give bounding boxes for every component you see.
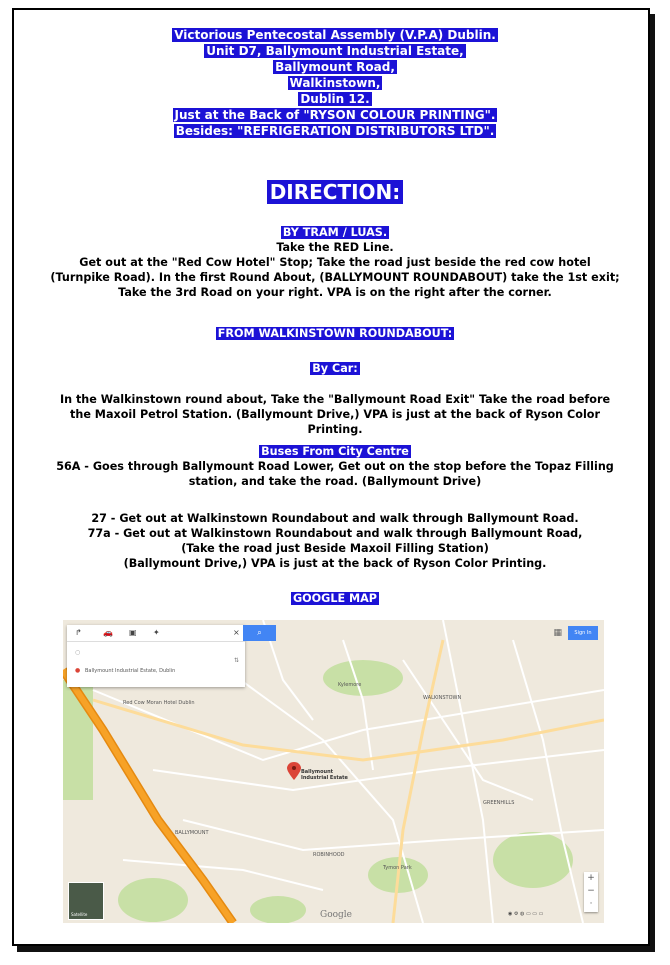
tram-heading: BY TRAM / LUAS. — [282, 226, 388, 239]
map-label: BALLYMOUNT — [175, 830, 209, 836]
bus-27-77a-directions — [40, 511, 630, 571]
map-label: Tymon Park — [383, 865, 412, 871]
destination-field[interactable]: Ballymount Industrial Estate, Dublin — [85, 668, 176, 674]
map-label: Red Cow Moran Hotel Dublin — [123, 700, 195, 706]
zoom-out-icon[interactable]: − — [587, 886, 595, 896]
walkinstown-heading: FROM WALKINSTOWN ROUNDABOUT: — [217, 327, 453, 340]
address-line: Walkinstown, — [289, 76, 381, 90]
direction-title-row — [0, 180, 670, 204]
zoom-in-icon[interactable]: + — [587, 873, 595, 883]
address-line: Dublin 12. — [300, 92, 370, 106]
car-directions: In the Walkinstown round about, Take the "Ballymount Road Exit" Take the road before the Maxoil Petrol Station. (Ballymount Drive,) VPA is just at the back of Ryson Color Printing. — [59, 393, 611, 436]
directions-panel — [67, 625, 245, 687]
tram-heading-row — [0, 225, 670, 240]
map-footer-icons: ◉ ⚙ ◍ ▭ ▭ ▭ — [508, 911, 544, 917]
origin-marker-icon: ○ — [75, 649, 81, 656]
bus-77a-line-1: 77a - Get out at Walkinstown Roundabout and walk through Ballymount Road, — [87, 527, 583, 540]
walk-mode-icon[interactable]: ✦ — [153, 628, 160, 637]
transit-mode-icon[interactable]: ▣ — [129, 628, 137, 637]
swap-icon[interactable]: ⇅ — [234, 657, 240, 664]
google-map-heading: GOOGLE MAP — [292, 592, 378, 605]
address-line: Besides: "REFRIGERATION DISTRIBUTORS LTD". — [175, 124, 495, 138]
satellite-toggle[interactable] — [68, 882, 104, 920]
walkinstown-heading-row — [0, 326, 670, 341]
search-icon: ⌕ — [257, 628, 262, 637]
buses-heading-row — [0, 444, 670, 459]
pin-label-line: Industrial Estate — [301, 775, 348, 781]
park-area — [323, 660, 403, 696]
map-label: Kylemore — [338, 682, 362, 688]
park-area — [493, 832, 573, 888]
pin-label — [301, 769, 348, 781]
map-label: ROBINHOOD — [313, 852, 345, 858]
zoom-control[interactable] — [584, 872, 598, 912]
buses-heading: Buses From City Centre — [261, 445, 409, 458]
tram-directions — [50, 240, 620, 300]
tram-line-1: Take the RED Line. — [276, 241, 394, 254]
destination-marker-icon: ● — [75, 667, 81, 674]
close-icon[interactable]: × — [233, 628, 240, 637]
pin-label-line: Ballymount — [301, 769, 334, 775]
address-block — [0, 27, 670, 139]
map-label: GREENHILLS — [483, 800, 515, 806]
google-map-heading-row — [0, 591, 670, 606]
address-line: Unit D7, Ballymount Industrial Estate, — [206, 44, 464, 58]
bus-27-line: 27 - Get out at Walkinstown Roundabout and walk through Ballymount Road. — [91, 512, 579, 525]
sign-in-button[interactable]: Sign In — [568, 626, 598, 640]
address-line: Just at the Back of "RYSON COLOUR PRINTING". — [174, 108, 496, 122]
car-heading-row — [0, 361, 670, 376]
car-heading: By Car: — [312, 362, 358, 375]
apps-grid-icon[interactable]: ▦ — [553, 628, 562, 638]
car-mode-icon[interactable]: 🚗 — [103, 628, 113, 637]
compass-icon[interactable]: · — [589, 899, 593, 909]
bus-77a-line-2: (Take the road just Beside Maxoil Filling Station) — [181, 542, 489, 555]
search-button[interactable] — [243, 625, 276, 641]
map-pin-icon — [287, 762, 301, 780]
bus-56a-directions: 56A - Goes through Ballymount Road Lower, Get out on the stop before the Topaz Filling station, and take the road. (Ballymount Drive) — [56, 460, 614, 488]
address-line: Victorious Pentecostal Assembly (V.P.A) Dublin. — [174, 28, 496, 42]
google-map[interactable] — [63, 620, 604, 923]
tram-line-2: Get out at the "Red Cow Hotel" Stop; Take the road just beside the red cow hotel (Turnpike Road). In the first Round About, (BALLYMOUNT ROUNDABOUT) take the 1st exit; Take the 3rd Road on your right. VPA is on the right after the corner. — [50, 256, 620, 299]
direction-title: DIRECTION: — [267, 180, 404, 204]
google-logo: Google — [320, 910, 352, 920]
park-area — [250, 896, 306, 923]
directions-icon[interactable]: ↱ — [75, 628, 82, 637]
travel-modes — [67, 625, 245, 642]
bus-77a-line-3: (Ballymount Drive,) VPA is just at the back of Ryson Color Printing. — [123, 557, 547, 570]
map-label: WALKINSTOWN — [423, 695, 462, 701]
park-area — [118, 878, 188, 922]
address-line: Ballymount Road, — [275, 60, 395, 74]
satellite-label: Satellite — [71, 912, 88, 917]
